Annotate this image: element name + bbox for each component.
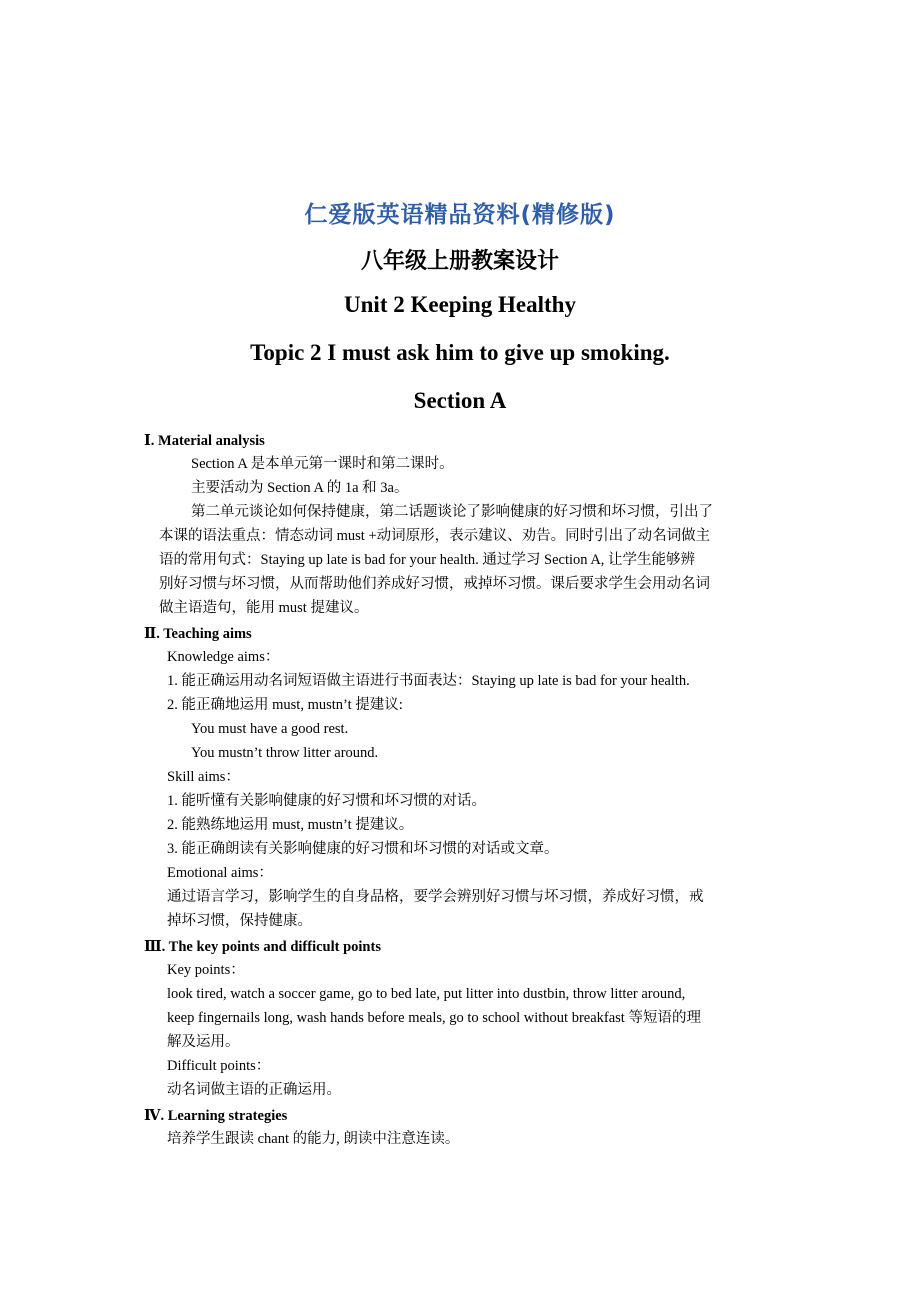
material-p3-line5: 做主语造句，能用 must 提建议。 [159, 600, 369, 616]
material-analysis-heading: Ⅰ. Material analysis [144, 433, 265, 449]
key-points-line1: look tired, watch a soccer game, go to bed late, put litter into dustbin, throw litter around, [167, 986, 686, 1002]
brand-title: 仁爱版英语精品资料(精修版) [304, 202, 616, 228]
material-p1: Section A 是本单元第一课时和第二课时。 [191, 456, 454, 472]
material-p3-line2: 本课的语法重点：情态动词 must +动词原形，表示建议、劝告。同时引出了动名词做主 [159, 528, 711, 544]
skill-aims-label: Skill aims： [167, 769, 240, 785]
emotional-aims-label: Emotional aims： [167, 865, 273, 881]
emotional-aim-line2: 掉坏习惯，保持健康。 [167, 913, 312, 929]
skill-aim-2: 2. 能熟练地运用 must, mustn’t 提建议。 [167, 817, 414, 833]
knowledge-aims-label: Knowledge aims： [167, 649, 280, 665]
skill-aim-1: 1. 能听懂有关影响健康的好习惯和坏习惯的对话。 [167, 793, 486, 809]
difficult-points-label: Difficult points： [167, 1058, 271, 1074]
material-p3-line1: 第二单元谈论如何保持健康，第二话题谈论了影响健康的好习惯和坏习惯，引出了 [191, 504, 713, 520]
knowledge-aim-2-example-b: You mustn’t throw litter around. [191, 745, 379, 761]
key-points-heading: Ⅲ. The key points and difficult points [144, 939, 381, 955]
unit-title: Unit 2 Keeping Healthy [344, 292, 576, 317]
section-title: Section A [413, 388, 507, 413]
key-points-line2: keep fingernails long, wash hands before meals, go to school without breakfast 等短语的理 [167, 1010, 701, 1026]
knowledge-aim-2: 2. 能正确地运用 must, mustn’t 提建议: [167, 697, 403, 713]
learning-strategies-heading: Ⅳ. Learning strategies [144, 1108, 288, 1124]
knowledge-aim-1: 1. 能正确运用动名词短语做主语进行书面表达：Staying up late is bad for your health. [167, 673, 690, 689]
grade-title: 八年级上册教案设计 [360, 249, 559, 274]
material-p3-line3: 语的常用句式：Staying up late is bad for your health. 通过学习 Section A, 让学生能够辨 [159, 552, 696, 568]
key-points-label: Key points： [167, 962, 245, 978]
emotional-aim-line1: 通过语言学习，影响学生的自身品格，要学会辨别好习惯与坏习惯，养成好习惯，戒 [167, 889, 704, 905]
difficult-points-line1: 动名词做主语的正确运用。 [167, 1082, 341, 1098]
knowledge-aim-2-example-a: You must have a good rest. [191, 721, 349, 737]
topic-title: Topic 2 I must ask him to give up smoking. [250, 340, 670, 365]
material-p2: 主要活动为 Section A 的 1a 和 3a。 [191, 480, 409, 496]
key-points-line3: 解及运用。 [167, 1034, 240, 1050]
teaching-aims-heading: Ⅱ. Teaching aims [144, 626, 252, 642]
learning-strategies-line1: 培养学生跟读 chant 的能力, 朗读中注意连读。 [167, 1131, 460, 1147]
skill-aim-3: 3. 能正确朗读有关影响健康的好习惯和坏习惯的对话或文章。 [167, 841, 559, 857]
material-p3-line4: 别好习惯与坏习惯，从而帮助他们养成好习惯，戒掉坏习惯。课后要求学生会用动名词 [159, 576, 710, 592]
